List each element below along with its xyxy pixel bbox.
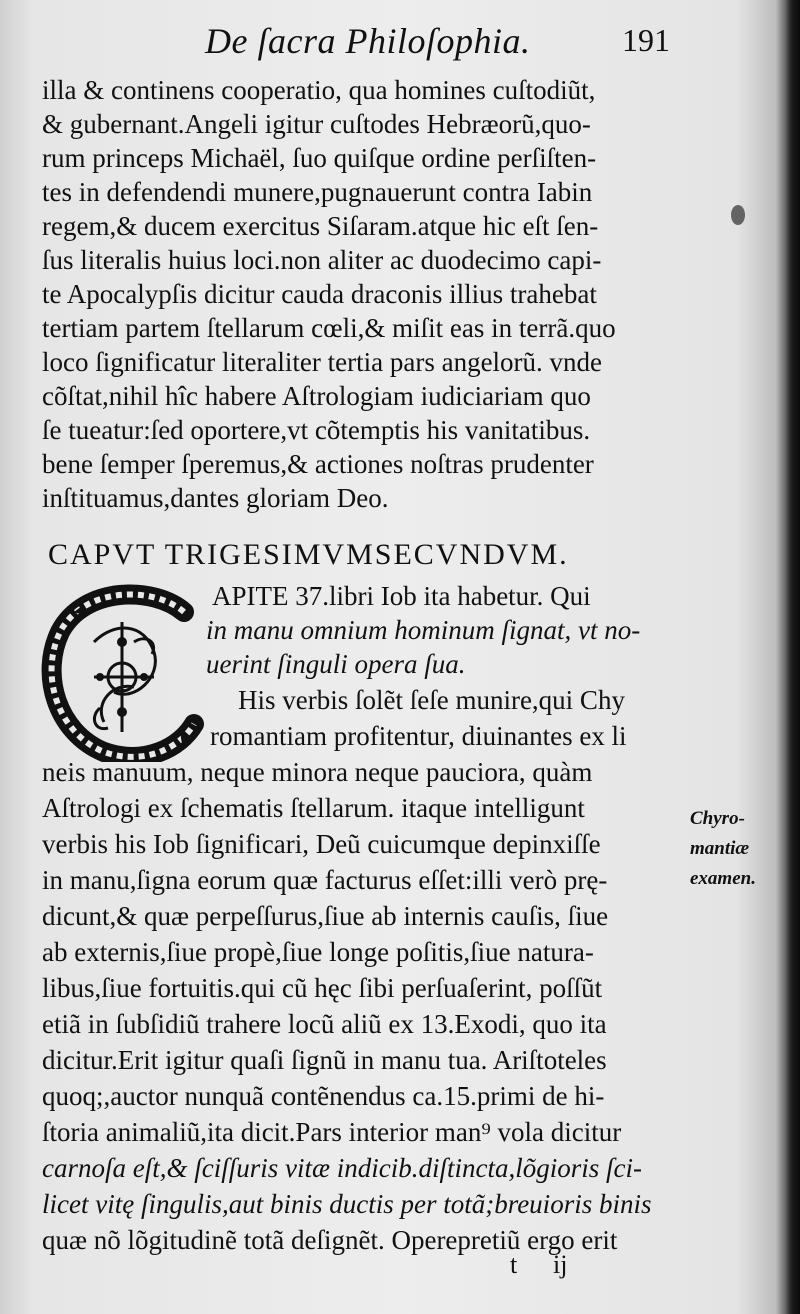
text-line: regem,& ducem exercitus Siſaram.atque hic eſt ſen- bbox=[42, 211, 599, 241]
chapter-heading: CAPVT TRIGESIMVMSECVNDVM. bbox=[48, 538, 569, 571]
marginal-note-line: examen. bbox=[690, 868, 756, 889]
italic-text: licet vitę ſingulis,aut binis ductis per totã;breuioris binis bbox=[42, 1189, 652, 1219]
text-line: cõſtat,nihil hîc habere Aſtrologiam iudiciariam quo bbox=[42, 381, 591, 411]
page-header bbox=[0, 18, 800, 68]
page-number: 191 bbox=[622, 22, 670, 58]
ornament-c-icon bbox=[34, 582, 208, 762]
signature-letter: t bbox=[510, 1250, 518, 1279]
text-line bbox=[206, 612, 640, 648]
text-line: inſtituamus,dantes gloriam Deo. bbox=[42, 483, 389, 513]
text-line: ſtoria animaliũ,ita dicit.Pars interior man⁹ vola dicitur bbox=[42, 1117, 622, 1147]
marginal-note-line: Chyro- bbox=[690, 808, 745, 829]
text-line bbox=[206, 646, 466, 682]
ink-spot bbox=[731, 205, 745, 225]
text-line: ab externis,ſiue propè,ſiue longe poſitis,ſiue natura- bbox=[42, 937, 594, 967]
text-line: loco ſignificatur literaliter tertia pars angelorũ. vnde bbox=[42, 347, 603, 377]
running-title: De ſacra Philoſophia. bbox=[205, 21, 531, 61]
page-edge-shadow bbox=[786, 0, 800, 1314]
text-line: dicitur.Erit igitur quaſi ſignũ in manu tua. Ariſtoteles bbox=[42, 1045, 607, 1075]
italic-text: uerint ſinguli opera ſua. bbox=[206, 649, 466, 679]
decorated-initial-c bbox=[34, 582, 208, 762]
text-line: libus,ſiue fortuitis.qui cũ hęc ſibi perſuaſerint, poſſũt bbox=[42, 973, 603, 1003]
text-line: & gubernant.Angeli igitur cuſtodes Hebræorũ,quo- bbox=[42, 109, 591, 139]
text-line: romantiam profitentur, diuinantes ex li bbox=[210, 721, 627, 751]
text-line: in manu,ſigna eorum quæ facturus eſſet:illi verò prę- bbox=[42, 865, 608, 895]
text-line: quoq;,auctor nunquã contẽnendus ca.15.primi de hi- bbox=[42, 1081, 605, 1111]
text-line: ſe tueatur:ſed oportere,vt cõtemptis his vanitatibus. bbox=[42, 415, 591, 445]
text-line: bene ſemper ſperemus,& actiones noſtras prudenter bbox=[42, 449, 594, 479]
text-line: tes in defendendi munere,pugnauerunt contra Iabin bbox=[42, 177, 593, 207]
signature-numeral: ij bbox=[553, 1250, 568, 1279]
marginal-note-line: mantiæ bbox=[690, 838, 750, 859]
text-line: Aſtrologi ex ſchematis ſtellarum. itaque intelligunt bbox=[42, 793, 585, 823]
text-line bbox=[42, 1150, 642, 1186]
text-line: ſus literalis huius loci.non aliter ac duodecimo capi- bbox=[42, 245, 602, 275]
italic-text: carnoſa eſt,& ſciſſuris vitæ indicib.diſtincta,lõgioris ſci- bbox=[42, 1153, 642, 1183]
text-line: verbis his Iob ſignificari, Deũ cuicumque depinxiſſe bbox=[42, 829, 601, 859]
text-line: neis manuum, neque minora neque pauciora, quàm bbox=[42, 757, 593, 787]
text-line: dicunt,& quæ perpeſſurus,ſiue ab internis cauſis, ſiue bbox=[42, 901, 609, 931]
text-line: tertiam partem ſtellarum cœli,& miſit eas in terrã.quo bbox=[42, 313, 616, 343]
text-line bbox=[42, 1186, 651, 1222]
text-line: te Apocalypſis dicitur cauda draconis illius trahebat bbox=[42, 279, 597, 309]
text-line: rum princeps Michaël, ſuo quiſque ordine perſiſten- bbox=[42, 143, 597, 173]
signature-mark bbox=[0, 1250, 800, 1290]
text-line: etiã in ſubſidiũ trahere locũ aliũ ex 13.Exodi, quo ita bbox=[42, 1009, 607, 1039]
text-line: His verbis ſolẽt ſeſe munire,qui Chy bbox=[238, 685, 625, 715]
text-line: illa & continens cooperatio, qua homines cuſtodiũt, bbox=[42, 75, 596, 105]
text-line: quæ nõ lõgitudinẽ totã deſignẽt. Operepretiũ ergo erit bbox=[42, 1225, 618, 1255]
italic-text: in manu omnium hominum ſignat, vt no- bbox=[206, 615, 641, 645]
text-line: APITE 37.libri Iob ita habetur. Qui bbox=[212, 581, 591, 611]
